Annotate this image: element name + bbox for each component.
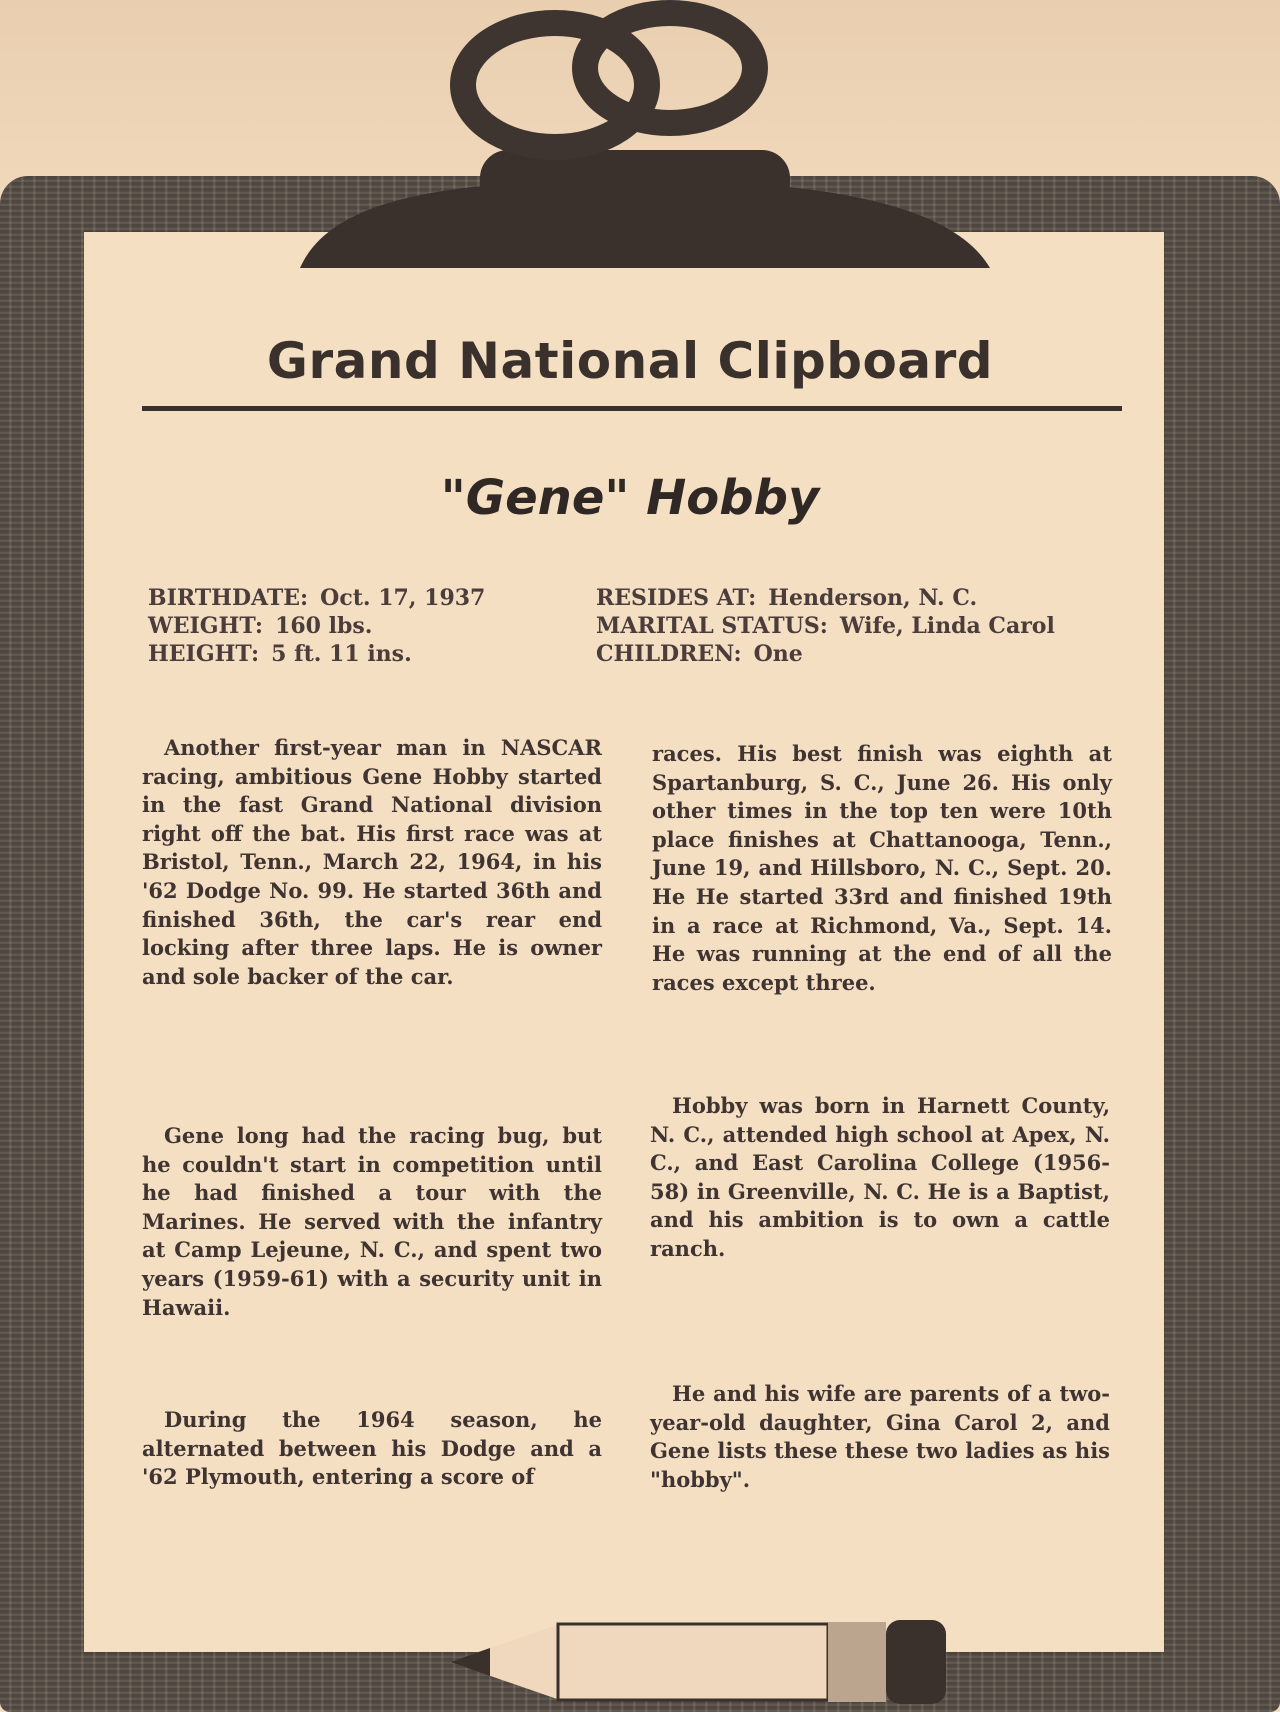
stat-birthdate: BIRTHDATE: Oct. 17, 1937 [148, 585, 486, 611]
article-paragraph-5: During the 1964 season, he alternated between his Dodge and a '62 Plymouth, entering a score of [142, 1407, 602, 1490]
masthead-title: Grand National Clipboard [266, 332, 994, 390]
masthead-rule [142, 406, 1122, 411]
stat-children: CHILDREN: One [596, 641, 803, 667]
stats-right [596, 584, 1055, 668]
stat-weight: WEIGHT: 160 lbs. [148, 613, 373, 639]
article-paragraph-6: He and his wife are parents of a two-year-old daughter, Gina Carol 2, and Gene lists these these two ladies as his "hobby". [650, 1381, 1110, 1492]
pencil-icon [440, 1604, 1000, 1712]
stat-residence: RESIDES AT: Henderson, N. C. [596, 585, 978, 611]
article-paragraph-1: Another first-year man in NASCAR racing, ambitious Gene Hobby started in the fast Grand National division right off the bat. His first race was at Bristol, Tenn., March 22, 1964, in his '62 Dodge No. 99. He started 36th and finished 36th, the car's rear end locking after three laps. He is owner and sole backer of the car. [142, 735, 602, 989]
stat-height: HEIGHT: 5 ft. 11 ins. [148, 641, 412, 667]
article-paragraph-3: Gene long had the racing bug, but he couldn't start in competition until he had finished a tour with the Marines. He served with the infantry at Camp Lejeune, N. C., and spent two years (1959-61) with a security unit in Hawaii. [142, 1123, 602, 1320]
stats-left [148, 584, 485, 668]
article-paragraph-2: races. His best finish was eighth at Spartanburg, S. C., June 26. His only other times in the top ten were 10th place finishes at Chattanooga, Tenn., June 19, and Hillsboro, N. C., Sept. 20. He He started 33rd and finished 19th in a race at Richmond, Va., Sept. 14. He was running at the end of all the races except three. [652, 741, 1112, 995]
clipboard-clip-icon [290, 0, 1010, 300]
article-paragraph-4: Hobby was born in Harnett County, N. C., attended high school at Apex, N. C., and East Carolina College (1956-58) in Greenville, N. C. He is a Baptist, and his ambition is to own a cattle ranch. [650, 1093, 1110, 1261]
driver-name: "Gene" Hobby [440, 470, 820, 526]
stat-marital-status: MARITAL STATUS: Wife, Linda Carol [596, 613, 1055, 639]
